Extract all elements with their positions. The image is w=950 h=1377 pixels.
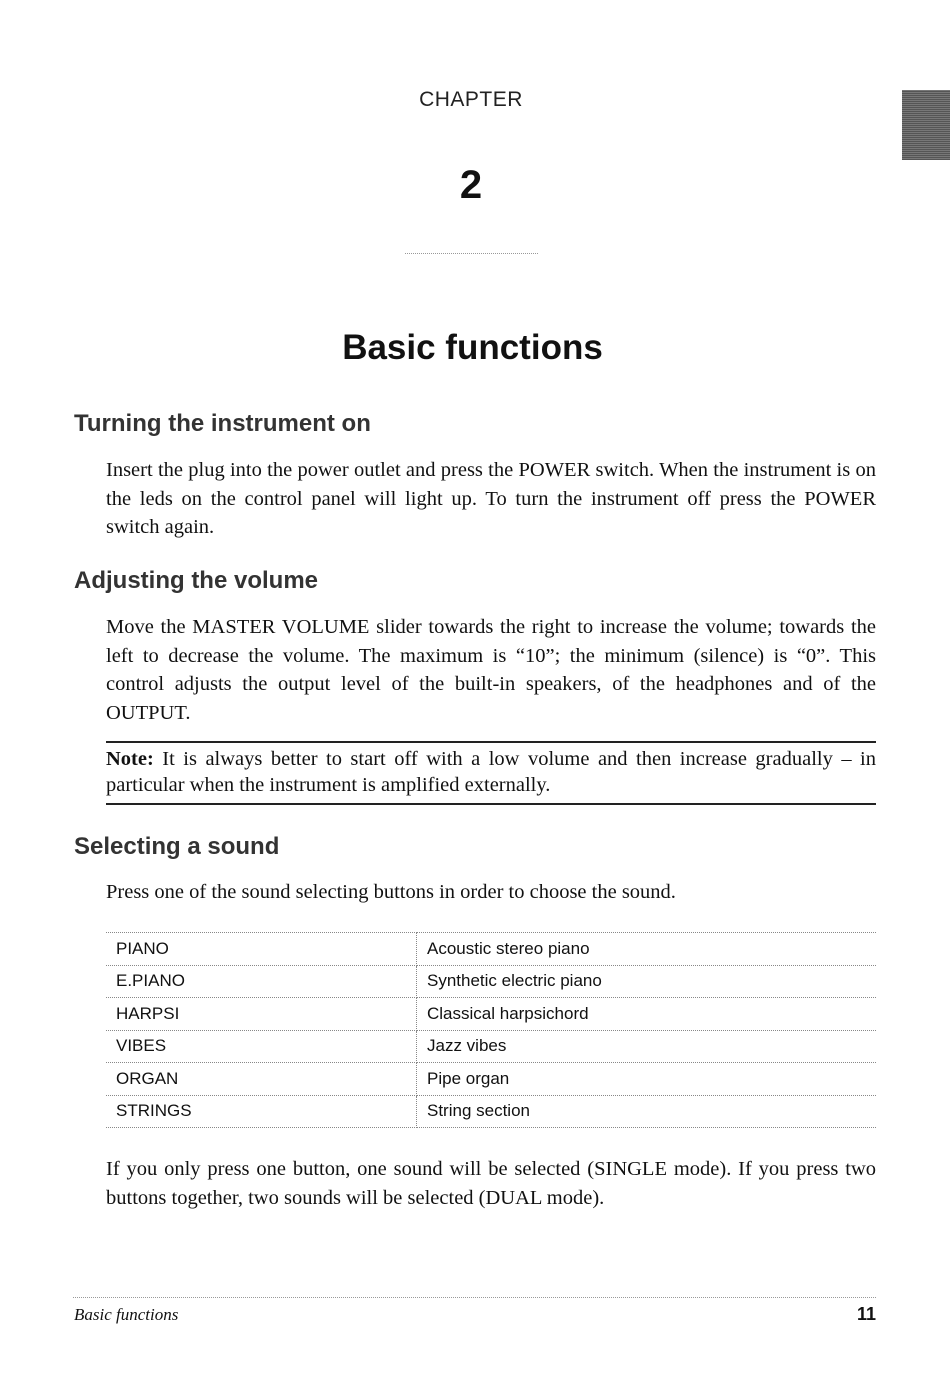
chapter-label: CHAPTER [419,88,523,111]
table-row [106,1095,876,1128]
footer-section-name: Basic functions [74,1305,179,1324]
sound-button-name: VIBES [106,1030,417,1063]
page-title: Basic functions [342,328,603,367]
chapter-number: 2 [459,163,483,207]
table-row [106,965,876,998]
table-row [106,1030,876,1063]
sound-button-name: STRINGS [106,1095,417,1128]
section-body-selecting-sound: Press one of the sound selecting buttons in order to choose the sound. [106,881,676,903]
note-box [106,741,876,805]
section-heading-turning-on: Turning the instrument on [74,410,371,437]
chapter-divider [405,253,538,254]
sound-description: Classical harpsichord [417,998,877,1031]
section-body-volume: Move the MASTER VOLUME slider towards the right to increase the volume; towards the left to decrease the volume. The maximum is “10”; the minimum (silence) is “0”. This control adjusts the output level of the built-in speakers, of the headphones and of the OUTPUT. [106,616,876,724]
note-body: It is always better to start off with a low volume and then increase gradually – in particular when the instrument is amplified externally. [106,748,876,796]
table-row [106,933,876,966]
section-heading-volume: Adjusting the volume [74,567,319,594]
footer-divider [73,1297,876,1298]
sound-description: String section [417,1095,877,1128]
sound-button-name: ORGAN [106,1063,417,1096]
section-body-turning-on: Insert the plug into the power outlet and press the POWER switch. When the instrument is on the leds on the control panel will light up. To turn the instrument off press the POWER switch again. [106,459,876,538]
table-row [106,998,876,1031]
table-row [106,1063,876,1096]
sound-button-name: E.PIANO [106,965,417,998]
page-number: 11 [856,1304,876,1324]
note-text [106,743,876,798]
sound-description: Jazz vibes [417,1030,877,1063]
sounds-table [106,932,876,1128]
note-label: Note: [106,748,154,770]
sound-description: Acoustic stereo piano [417,933,877,966]
sound-button-name: HARPSI [106,998,417,1031]
sound-description: Pipe organ [417,1063,877,1096]
section-heading-selecting-sound: Selecting a sound [74,833,280,860]
sound-description: Synthetic electric piano [417,965,877,998]
closing-paragraph: If you only press one button, one sound will be selected (SINGLE mode). If you press two buttons together, two sounds will be selected (DUAL mode). [106,1158,876,1209]
sound-button-name: PIANO [106,933,417,966]
